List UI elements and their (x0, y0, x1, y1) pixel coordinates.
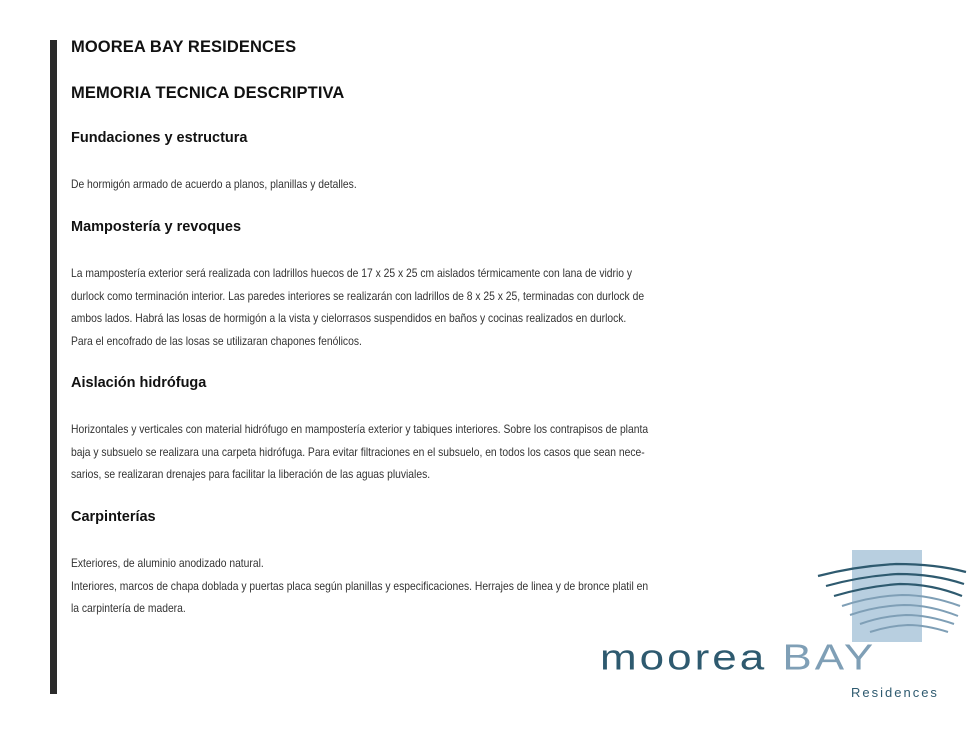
left-margin-bar (50, 40, 57, 694)
logo-wordmark (600, 637, 877, 678)
text-line: la carpintería de madera. (71, 601, 186, 615)
project-title: MOOREA BAY RESIDENCES (71, 38, 297, 56)
text-line: durlock como terminación interior. Las paredes interiores se realizarán con ladrillos de 8 x 25 x 25, terminadas con durlock de (71, 288, 645, 303)
section-text-mamposteria (71, 262, 644, 352)
logo-tagline: Residences (851, 685, 939, 700)
moorea-bay-logo (600, 548, 970, 708)
text-line: sarios, se realizaran drenajes para facilitar la liberación de las aguas pluviales. (71, 467, 431, 481)
section-text-aislacion (71, 418, 648, 486)
text-line: De hormigón armado de acuerdo a planos, planillas y detalles. (71, 177, 357, 191)
logo-word-accent: BAY (782, 637, 877, 678)
text-line: baja y subsuelo se realizara una carpeta hidrófuga. Para evitar filtraciones en el subsuelo, en todos los casos que sean nece- (71, 444, 645, 459)
building-wave-icon (816, 548, 970, 648)
text-line: ambos lados. Habrá las losas de hormigón a la vista y cielorrasos suspendidos en baños y cocinas realizados en durlock. (71, 311, 627, 325)
document-subtitle: MEMORIA TECNICA DESCRIPTIVA (71, 84, 345, 102)
section-heading-fundaciones: Fundaciones y estructura (71, 130, 248, 146)
section-heading-aislacion: Aislación hidrófuga (71, 375, 207, 391)
text-line: Para el encofrado de las losas se utilizaran chapones fenólicos. (71, 333, 362, 348)
text-line: Exteriores, de aluminio anodizado natural. (71, 556, 264, 570)
section-heading-carpinterias: Carpinterías (71, 509, 156, 525)
text-line: La mampostería exterior será realizada con ladrillos huecos de 17 x 25 x 25 cm aislados térmicamente con lana de vidrio y (71, 266, 633, 280)
text-line: Interiores, marcos de chapa doblada y puertas placa según planillas y especificaciones. Herrajes de linea y de bronce platil en (71, 578, 649, 593)
section-text-fundaciones (71, 173, 357, 196)
text-line: Horizontales y verticales con material hidrófugo en mampostería exterior y tabiques interiores. Sobre los contrapisos de planta (71, 422, 649, 436)
section-text-carpinterias (71, 552, 648, 620)
section-heading-mamposteria: Mampostería y revoques (71, 219, 242, 235)
logo-word-main: moorea (600, 637, 768, 678)
